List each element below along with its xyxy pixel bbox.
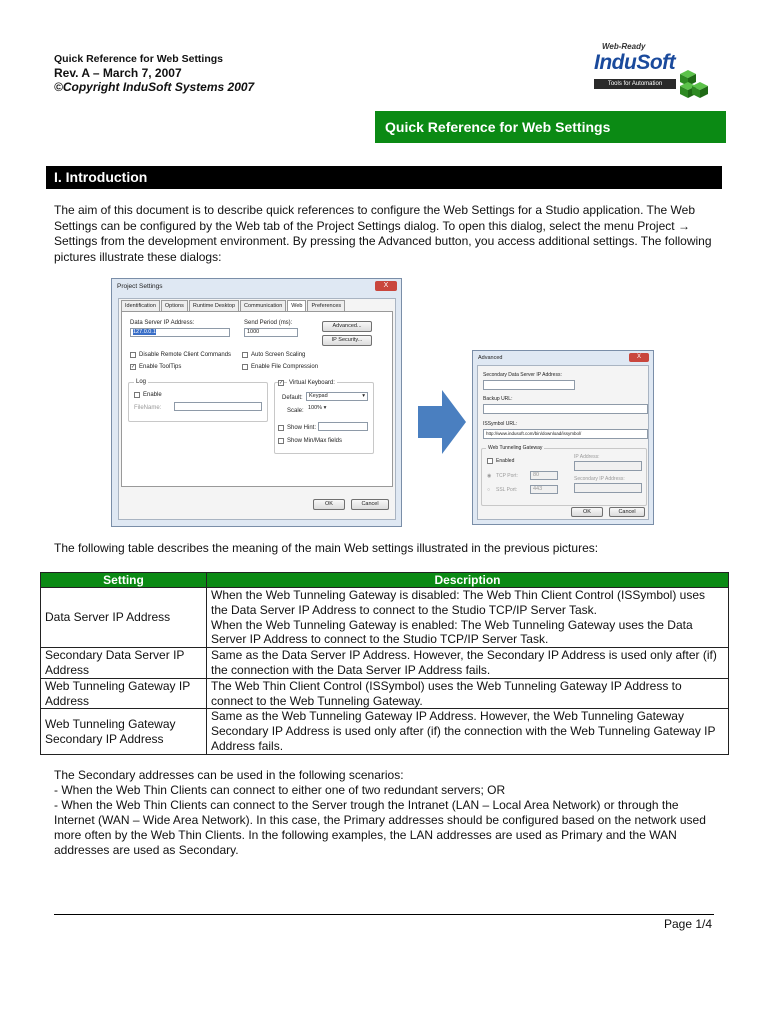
- gateway-group-label: Web Tunneling Gateway: [488, 445, 543, 451]
- log-group-label: Log: [136, 379, 147, 385]
- send-period-label: Send Period (ms):: [244, 320, 293, 326]
- advanced-ok-button[interactable]: OK: [571, 507, 603, 517]
- data-server-input[interactable]: [130, 328, 230, 337]
- disable-remote-label: Disable Remote Client Commands: [139, 352, 232, 358]
- auto-scaling-checkbox[interactable]: [242, 352, 248, 358]
- gateway-ip-input[interactable]: [574, 461, 642, 471]
- data-server-label: Data Server IP Address:: [130, 320, 195, 326]
- project-settings-dialog: [111, 278, 402, 527]
- virtual-keyboard-checkbox[interactable]: ✓: [279, 380, 284, 386]
- default-label: Default:: [282, 395, 303, 401]
- scale-label: Scale:: [287, 408, 304, 414]
- dialog-body: [118, 298, 396, 520]
- ip-security-button[interactable]: IP Security...: [322, 335, 372, 346]
- ssl-port-input[interactable]: 443: [530, 485, 558, 494]
- auto-scaling-label: Auto Screen Scaling: [251, 352, 306, 358]
- ok-button[interactable]: OK: [313, 499, 345, 510]
- table-cell-description: Same as the Web Tunneling Gateway IP Address. However, the Web Tunneling Gateway Secondary IP Address is used only after (if) the connection with the Web Tunneling Gateway IP Address fails.: [207, 709, 729, 754]
- tab-web[interactable]: Web: [287, 300, 306, 312]
- default-select[interactable]: [306, 392, 368, 401]
- table-cell-description: The Web Thin Client Control (ISSymbol) uses the Web Tunneling Gateway IP Address to connect to the Web Tunneling Gateway.: [207, 678, 729, 709]
- compression-label: Enable File Compression: [251, 364, 319, 370]
- ssl-port-label: SSL Port:: [496, 487, 518, 493]
- settings-table: [40, 572, 729, 755]
- table-row: [41, 678, 729, 709]
- chevron-down-icon: ▾: [323, 405, 327, 411]
- gateway-enabled-checkbox[interactable]: [487, 458, 493, 464]
- table-cell-description: Same as the Data Server IP Address. However, the Secondary IP Address is used only after (if) the connection with the Data Server IP Address fails.: [207, 648, 729, 679]
- backup-url-label: Backup URL:: [483, 396, 513, 402]
- table-cell-setting: Secondary Data Server IP Address: [41, 648, 207, 679]
- tcp-port-input[interactable]: 80: [530, 471, 558, 480]
- table-cell-description: [207, 588, 729, 648]
- table-cell-setting: Web Tunneling Gateway Secondary IP Address: [41, 709, 207, 754]
- virtual-keyboard-label: Virtual Keyboard:: [289, 380, 335, 386]
- radio-ssl-icon[interactable]: ○: [487, 487, 491, 493]
- table-row: [41, 648, 729, 679]
- gateway-secondary-ip-label: Secondary IP Address:: [574, 476, 625, 482]
- show-hint-label: Show Hint:: [287, 425, 317, 431]
- tooltips-label: Enable ToolTips: [139, 364, 182, 370]
- tcp-port-label: TCP Port:: [496, 473, 518, 479]
- close-icon[interactable]: X: [629, 353, 649, 362]
- arrow-right-icon: [418, 390, 466, 454]
- secondary-ip-input[interactable]: [483, 380, 575, 390]
- gateway-secondary-ip-input[interactable]: [574, 483, 642, 493]
- table-cell-description-text: When the Web Tunneling Gateway is disabled: The Web Thin Client Control (ISSymbol) uses the Data Server IP Address to connect to the Studio TCP/IP Server Task. When the Web Tunneling Gateway is enabled: The Web Tunneling Gateway uses the Data Server IP Address to connect to the Studio TCP/IP Server Task.: [211, 588, 706, 647]
- secondary-ip-label: Secondary Data Server IP Address:: [483, 372, 562, 378]
- advanced-dialog: [472, 350, 654, 525]
- backup-url-input[interactable]: [483, 404, 648, 414]
- show-hint-checkbox[interactable]: [278, 425, 284, 431]
- table-cell-setting: Web Tunneling Gateway IP Address: [41, 678, 207, 709]
- logo-webready-text: Web-Ready: [602, 42, 646, 51]
- issymbol-url-input[interactable]: http://www.indusoft.com/bin/download/issymbol/: [483, 429, 648, 439]
- show-minmax-label: Show Min/Max fields: [287, 438, 343, 444]
- dialog-title: Project Settings: [117, 283, 163, 290]
- log-enable-checkbox[interactable]: [134, 392, 140, 398]
- issymbol-url-label: ISSymbol URL:: [483, 421, 518, 427]
- scenarios-intro: The Secondary addresses can be used in the following scenarios:: [54, 768, 404, 782]
- disable-remote-checkbox[interactable]: [130, 352, 136, 358]
- advanced-dialog-body: [477, 365, 649, 520]
- advanced-cancel-button[interactable]: Cancel: [609, 507, 645, 517]
- advanced-button[interactable]: Advanced...: [322, 321, 372, 332]
- table-header-setting: Setting: [41, 573, 207, 588]
- section-heading: I. Introduction: [46, 166, 722, 189]
- data-server-value: 127.0.0.1: [133, 329, 156, 335]
- send-period-input[interactable]: 1000: [244, 328, 298, 337]
- page-number: Page 1/4: [664, 917, 713, 931]
- logo-brand-text: InduSoft: [594, 51, 676, 74]
- log-enable-label: Enable: [143, 392, 162, 398]
- scale-select-value: 100%: [308, 405, 323, 411]
- tab-identification[interactable]: Identification: [121, 300, 160, 311]
- compression-checkbox[interactable]: [242, 364, 248, 370]
- title-banner: Quick Reference for Web Settings: [375, 111, 726, 143]
- table-intro: The following table describes the meaning of the main Web settings illustrated in the previous pictures:: [54, 541, 599, 555]
- table-row: [41, 709, 729, 754]
- radio-tcp-icon[interactable]: ◉: [487, 473, 492, 479]
- cubes-icon: [678, 68, 710, 98]
- doc-header-revision: Rev. A – March 7, 2007: [54, 66, 182, 80]
- table-cell-setting: Data Server IP Address: [41, 588, 207, 648]
- tab-strip: [121, 300, 346, 311]
- web-tab-pane: [121, 311, 393, 487]
- filename-label: FileName:: [134, 405, 162, 411]
- advanced-dialog-title: Advanced: [478, 355, 503, 361]
- show-hint-input[interactable]: [318, 422, 368, 431]
- filename-input[interactable]: [174, 402, 262, 411]
- table-row: [41, 588, 729, 648]
- tooltips-checkbox[interactable]: ✓: [131, 364, 136, 370]
- doc-header-copyright: ©Copyright InduSoft Systems 2007: [54, 80, 255, 94]
- footer-divider: [54, 914, 714, 915]
- close-icon[interactable]: X: [375, 281, 397, 291]
- default-select-value: Keypad: [309, 393, 328, 399]
- gateway-enabled-label: Enabled: [496, 458, 515, 464]
- logo-tagline: Tools for Automation: [594, 79, 676, 89]
- scale-select[interactable]: [306, 405, 336, 414]
- scenario-item: - When the Web Thin Clients can connect to the Server trough the Intranet (LAN – Local Area Network) or through the Internet (WAN – Wide Area Network). In this case, the Primary addresses should be configured based on the network used more often by the Web Thin Clients. In the following examples, the LAN addresses are used as Primary and the WAN addresses are used as Secondary.: [54, 798, 706, 857]
- scenarios-block: [54, 768, 720, 858]
- gateway-ip-label: IP Address:: [574, 454, 600, 460]
- tab-options[interactable]: Options: [161, 300, 188, 311]
- table-header-description: Description: [207, 573, 729, 588]
- doc-header-title: Quick Reference for Web Settings: [54, 53, 224, 65]
- tab-communication[interactable]: Communication: [240, 300, 286, 311]
- show-minmax-checkbox[interactable]: [278, 438, 284, 444]
- intro-paragraph: The aim of this document is to describe quick references to configure the Web Settings for a Studio application. The Web Settings can be configured by the Web tab of the Project Settings dialog. To open this dialog, select the menu Project → Settings from the development environment. By pressing the Advanced button, you access additional settings. The following pictures illustrate these dialogs:: [54, 203, 712, 264]
- tab-runtime-desktop[interactable]: Runtime Desktop: [189, 300, 239, 311]
- cancel-button[interactable]: Cancel: [351, 499, 389, 510]
- chevron-down-icon: ▾: [362, 393, 365, 399]
- scenario-item: - When the Web Thin Clients can connect to either one of two redundant servers; OR: [54, 783, 506, 797]
- tab-preferences[interactable]: Preferences: [307, 300, 345, 311]
- indusoft-logo: [588, 42, 710, 98]
